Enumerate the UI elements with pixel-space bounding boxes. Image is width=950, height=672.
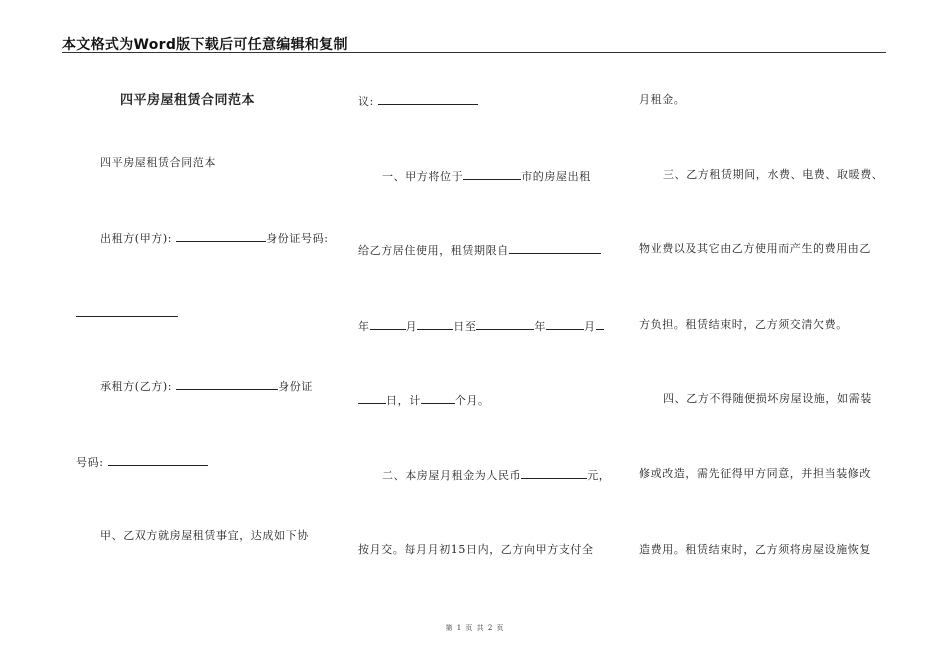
rent-amount-blank <box>521 467 587 479</box>
lessee-label: 承租方(乙方): <box>100 380 173 393</box>
article2-line2: 按月交。每月月初15日内，乙方向甲方支付全 <box>358 543 594 556</box>
months-label: 个月。 <box>454 394 490 407</box>
id-label-part1: 身份证 <box>278 380 314 393</box>
rent-unit-label: 元， <box>587 469 611 482</box>
agreement-blank <box>378 93 478 105</box>
day-blank-1 <box>417 318 453 330</box>
day-blank-2 <box>596 318 604 330</box>
col3-line3: 物业费以及其它由乙方使用而产生的费用由乙 <box>639 242 871 255</box>
agreement-cont-label: 议: <box>358 95 374 108</box>
id-number-label: 身份证号码: <box>266 232 329 245</box>
col3-line2: 三、乙方租赁期间，水费、电费、取暖费、 <box>663 168 884 181</box>
article1-part-b: 市的房屋出租 <box>521 170 591 183</box>
lessee-id-blank <box>108 454 208 466</box>
article2-part-a: 二、本房屋月租金为人民币 <box>382 469 522 482</box>
article1-dates <box>358 318 604 334</box>
lessee-name-blank <box>176 378 278 390</box>
document-subtitle: 四平房屋租赁合同范本 <box>100 156 216 169</box>
article1-part-c: 给乙方居住使用，租赁期限自 <box>358 244 509 257</box>
day-count-label: 日，计 <box>386 394 421 407</box>
col3-line7: 造费用。租赁结束时，乙方须将房屋设施恢复 <box>639 543 871 556</box>
start-date-blank <box>509 242 601 254</box>
city-blank <box>463 168 521 180</box>
col3-line4: 方负担。租赁结束时，乙方须交清欠费。 <box>639 318 848 331</box>
month-label-2: 月 <box>584 320 596 333</box>
header-rule <box>62 52 886 53</box>
article1-duration <box>358 392 490 408</box>
month-blank-1 <box>370 318 406 330</box>
article2-line1 <box>382 467 610 483</box>
year-label-2: 年 <box>534 320 547 333</box>
lessor-label: 出租方(甲方): <box>100 232 173 245</box>
id-label-part2: 号码: <box>76 456 104 469</box>
article1-line1 <box>382 168 591 184</box>
day-to-label: 日至 <box>453 320 477 333</box>
month-label-1: 月 <box>405 320 418 333</box>
agreement-cont-line <box>358 93 478 109</box>
month-count-blank <box>421 392 455 404</box>
year-blank-2 <box>476 318 534 330</box>
article1-line2 <box>358 242 601 258</box>
col3-line1: 月租金。 <box>639 93 686 106</box>
article1-part-a: 一、甲方将位于 <box>382 170 464 183</box>
month-blank-2 <box>546 318 584 330</box>
header-title: 本文格式为Word版下载后可任意编辑和复制 <box>62 37 348 53</box>
document-title: 四平房屋租赁合同范本 <box>120 93 256 108</box>
page-number: 第 1 页 共 2 页 <box>445 624 505 632</box>
lessor-name-blank <box>176 230 266 242</box>
lessee-line <box>100 378 313 394</box>
lessee-id-line <box>76 454 208 470</box>
lessor-id-blank <box>76 316 178 317</box>
agreement-paragraph: 甲、乙双方就房屋租赁事宜，达成如下协 <box>100 529 309 542</box>
year-label-1: 年 <box>358 320 370 333</box>
end-day-blank <box>358 392 386 404</box>
lessor-line <box>100 230 329 246</box>
col3-line6: 修或改造，需先征得甲方同意，并担当装修改 <box>639 467 871 480</box>
col3-line5: 四、乙方不得随便损坏房屋设施，如需装 <box>663 392 872 405</box>
